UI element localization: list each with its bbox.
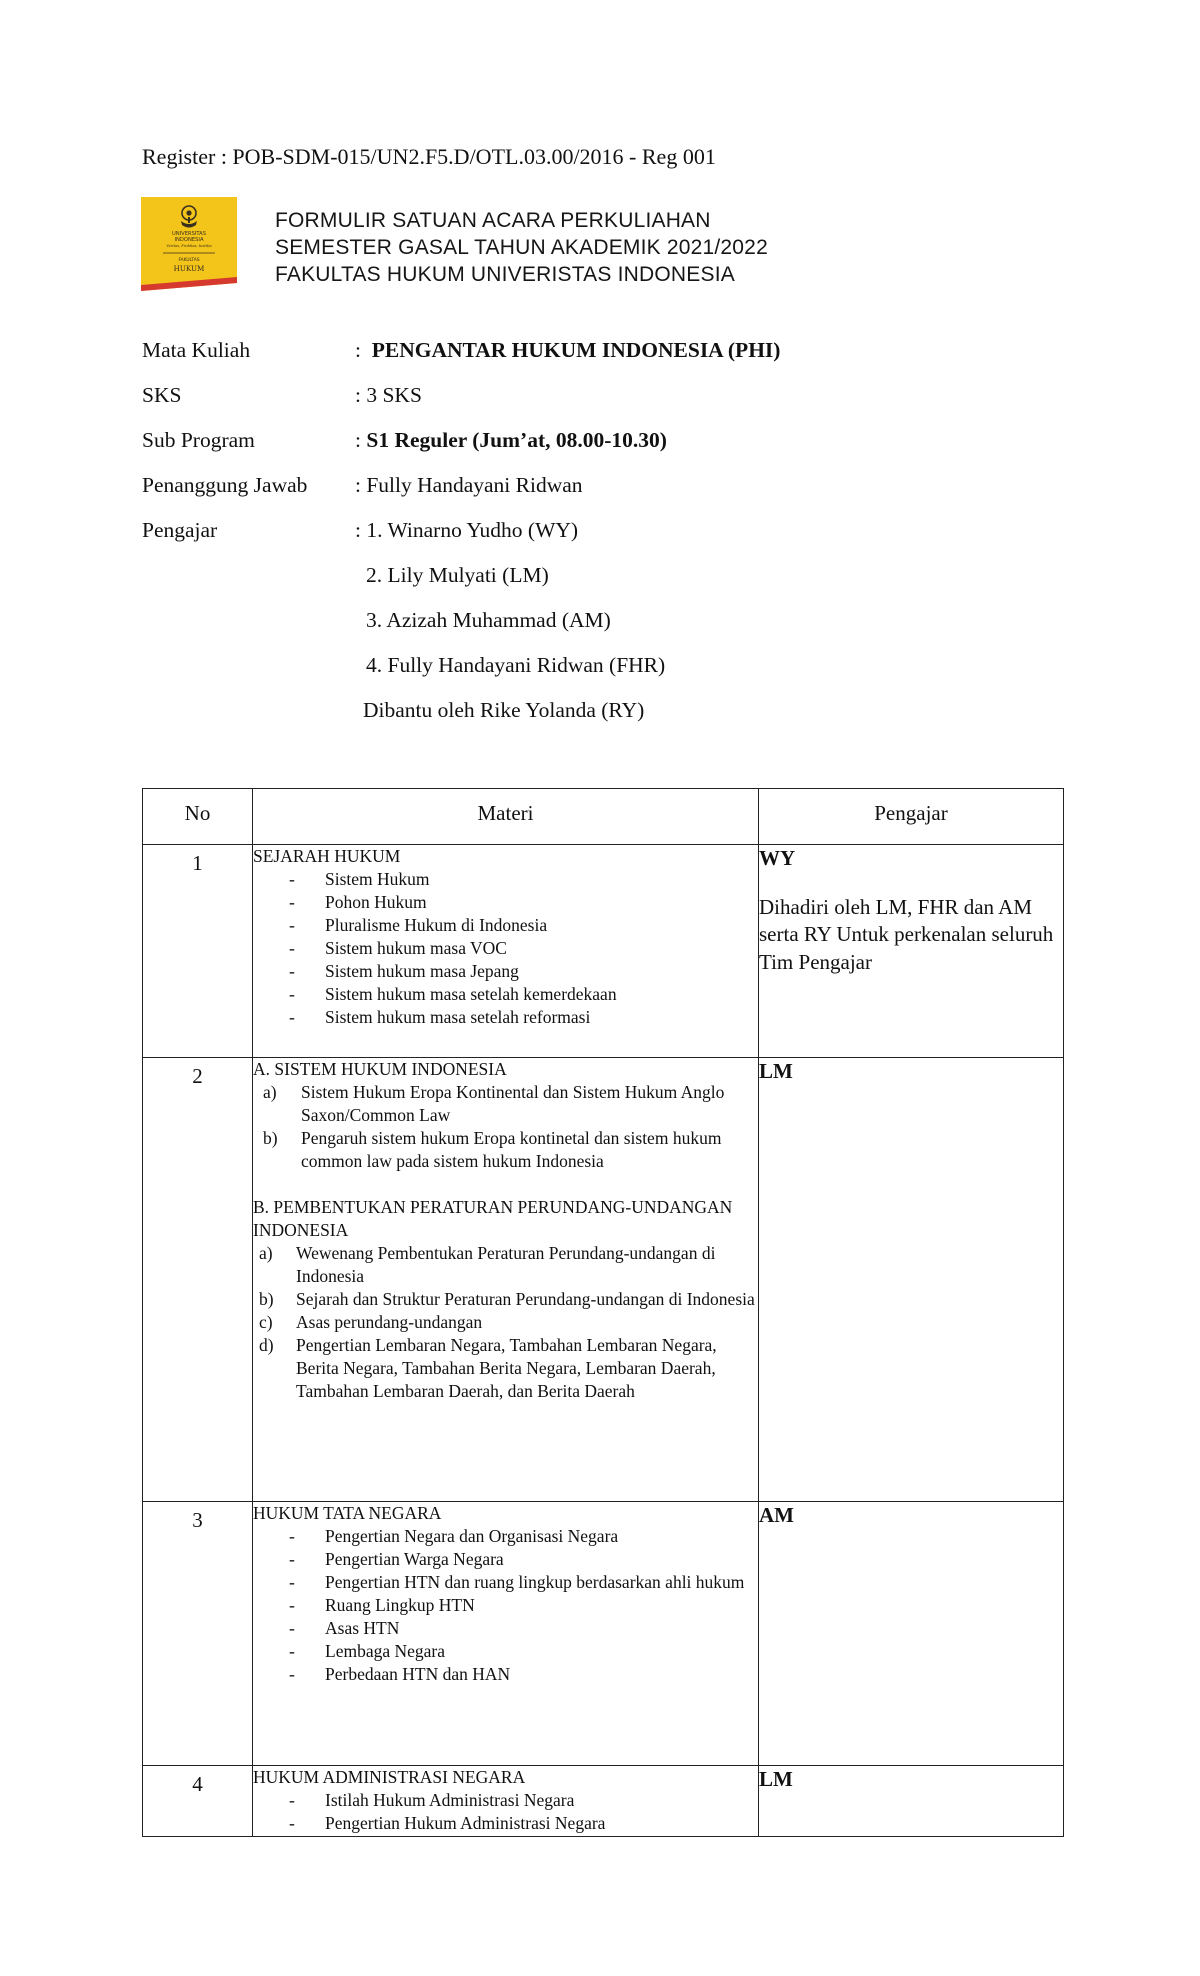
list-item: - Sistem hukum masa VOC [289, 937, 758, 960]
list-item: c) Asas perundang-undangan [259, 1312, 483, 1332]
title-line-2: SEMESTER GASAL TAHUN AKADEMIK 2021/2022 [275, 236, 768, 259]
topic-heading-b: B. PEMBENTUKAN PERATURAN PERUNDANG-UNDANGAN INDONESIA [253, 1197, 733, 1240]
table-row [143, 1502, 1064, 1766]
lecturer-2: 2. Lily Mulyati (LM) [366, 563, 549, 587]
list-item: - Pluralisme Hukum di Indonesia [289, 914, 758, 937]
title-line-3: FAKULTAS HUKUM UNIVERISTAS INDONESIA [275, 263, 735, 286]
schedule-table [142, 788, 1064, 1837]
list-item: - Pengertian Hukum Administrasi Negara [289, 1812, 758, 1835]
list-item: - Sistem hukum masa Jepang [289, 960, 758, 983]
list-item: - Sistem hukum masa setelah reformasi [289, 1006, 758, 1029]
topic-heading-a: A. SISTEM HUKUM INDONESIA [253, 1059, 507, 1079]
topic-heading: HUKUM TATA NEGARA [253, 1503, 442, 1523]
sks-label: SKS [142, 383, 182, 407]
topic-list [253, 868, 758, 1029]
course-name-value: PENGANTAR HUKUM INDONESIA (PHI) [371, 338, 781, 362]
course-name-colon: : [355, 338, 361, 362]
row-number: 4 [143, 1766, 253, 1837]
row-number: 3 [143, 1502, 253, 1766]
topic-list [253, 1789, 758, 1835]
register-number: Register : POB-SDM-015/UN2.F5.D/OTL.03.00/2016 - Reg 001 [142, 144, 716, 169]
list-item: - Ruang Lingkup HTN [289, 1594, 758, 1617]
list-item: d) Pengertian Lembaran Negara, Tambahan Lembaran Negara, Berita Negara, Tambahan Berita Negara, Lembaran Daerah, Tambahan Lembaran Daerah, dan Berita Daerah [259, 1335, 717, 1401]
list-item: - Pengertian HTN dan ruang lingkup berdasarkan ahli hukum [289, 1571, 758, 1594]
lecturer-label: Pengajar [142, 518, 218, 542]
list-item: b) Pengaruh sistem hukum Eropa kontinetal dan sistem hukum common law pada sistem hukum Indonesia [263, 1128, 722, 1171]
logo-faculty-name: HUKUM [173, 264, 205, 273]
list-item: - Pengertian Negara dan Organisasi Negara [289, 1525, 758, 1548]
row-materi [253, 1058, 759, 1502]
row-pengajar [759, 845, 1064, 1058]
table-header-row [143, 789, 1064, 845]
topic-heading: SEJARAH HUKUM [253, 846, 401, 866]
course-name-label: Mata Kuliah [142, 338, 251, 362]
header-no: No [143, 789, 253, 845]
sub-program-value: S1 Reguler (Jum’at, 08.00-10.30) [366, 428, 667, 452]
responsible-label: Penanggung Jawab [142, 473, 308, 497]
list-item: - Lembaga Negara [289, 1640, 758, 1663]
assistant-note: Dibantu oleh Rike Yolanda (RY) [363, 698, 645, 722]
table-row [143, 1766, 1064, 1837]
table-row [143, 1058, 1064, 1502]
header-materi: Materi [253, 789, 759, 845]
row-materi [253, 845, 759, 1058]
lecturer-4: 4. Fully Handayani Ridwan (FHR) [366, 653, 666, 677]
topic-list-a [253, 1081, 758, 1173]
topic-heading: HUKUM ADMINISTRASI NEGARA [253, 1767, 526, 1787]
list-item: - Sistem Hukum [289, 868, 758, 891]
lecturer-code: LM [759, 1059, 793, 1083]
header-pengajar: Pengajar [759, 789, 1064, 845]
lecturer-3: 3. Azizah Muhammad (AM) [366, 608, 611, 632]
topic-list [253, 1525, 758, 1686]
list-item: a) Wewenang Pembentukan Peraturan Perundang-undangan di Indonesia [259, 1243, 716, 1286]
row-pengajar [759, 1766, 1064, 1837]
row-materi [253, 1766, 759, 1837]
list-item: - Pohon Hukum [289, 891, 758, 914]
table-row [143, 845, 1064, 1058]
row-number: 2 [143, 1058, 253, 1502]
row-pengajar [759, 1058, 1064, 1502]
lecturer-note: Dihadiri oleh LM, FHR dan AM serta RY Untuk perkenalan seluruh Tim Pengajar [759, 894, 1054, 974]
list-item: - Pengertian Warga Negara [289, 1548, 758, 1571]
sub-program-colon: : [355, 428, 361, 452]
list-item: b) Sejarah dan Struktur Peraturan Perundang-undangan di Indonesia [259, 1289, 755, 1309]
list-item: - Perbedaan HTN dan HAN [289, 1663, 758, 1686]
list-item: - Asas HTN [289, 1617, 758, 1640]
responsible-value: : Fully Handayani Ridwan [355, 473, 583, 497]
logo-university-line1: UNIVERSITAS [171, 231, 207, 237]
row-pengajar [759, 1502, 1064, 1766]
list-item: - Istilah Hukum Administrasi Negara [289, 1789, 758, 1812]
sub-program-label: Sub Program [142, 428, 255, 452]
list-item: - Sistem hukum masa setelah kemerdekaan [289, 983, 758, 1006]
sks-value: : 3 SKS [355, 383, 422, 407]
logo-faculty-label: FAKULTAS [178, 258, 200, 263]
topic-list-b [253, 1242, 758, 1403]
title-line-1: FORMULIR SATUAN ACARA PERKULIAHAN [275, 209, 711, 232]
faculty-logo [141, 197, 237, 301]
form-title [275, 207, 768, 288]
lecturer-code: WY [759, 846, 796, 870]
logo-motto: Veritas, Probitas, Iustitia [166, 244, 212, 248]
row-materi [253, 1502, 759, 1766]
lecturer-code: LM [759, 1767, 793, 1791]
row-number: 1 [143, 845, 253, 1058]
lecturer-1: : 1. Winarno Yudho (WY) [355, 518, 579, 542]
lecturer-code: AM [759, 1503, 794, 1527]
list-item: a) Sistem Hukum Eropa Kontinental dan Sistem Hukum Anglo Saxon/Common Law [263, 1082, 725, 1125]
logo-university-line2: INDONESIA [174, 237, 204, 243]
